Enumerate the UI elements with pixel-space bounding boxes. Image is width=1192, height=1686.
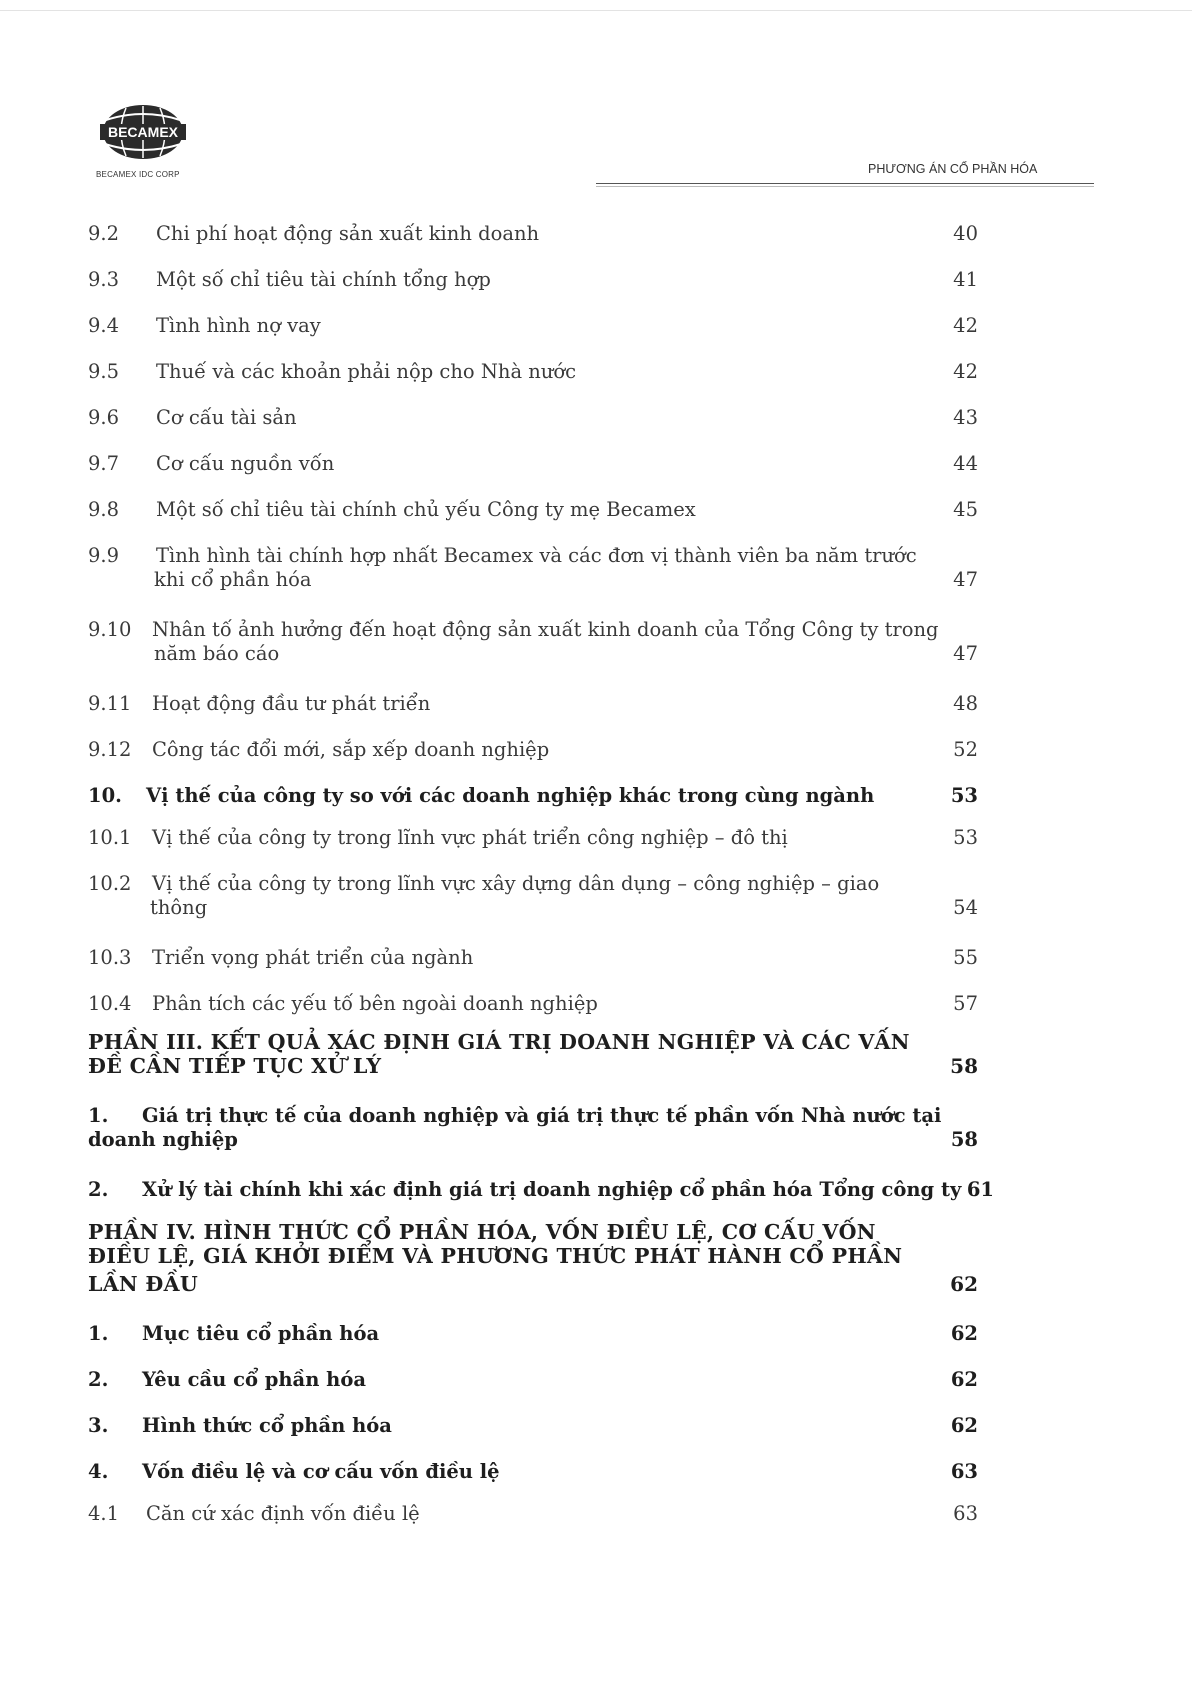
toc-entry-9-3[interactable] (88, 264, 978, 310)
header-divider (596, 183, 1094, 184)
toc-title: Hình thức cổ phần hóa (142, 1414, 392, 1437)
toc-number: 10.2 (88, 872, 132, 895)
toc-number: 9.5 (88, 360, 120, 383)
toc-title: Mục tiêu cổ phần hóa (142, 1322, 380, 1345)
toc-page: 40 (953, 222, 978, 245)
toc-page: 62 (950, 1322, 978, 1345)
toc-title-continued: khi cổ phần hóa (154, 568, 312, 591)
toc-entry-9-5[interactable] (88, 356, 978, 402)
toc-title: Cơ cấu tài sản (156, 406, 297, 429)
toc-number: 9.9 (88, 544, 120, 567)
toc-entry-4-4[interactable] (88, 1456, 978, 1498)
logo-subtitle: BECAMEX IDC CORP (96, 170, 180, 179)
toc-title: Vị thế của công ty trong lĩnh vực phát triển công nghiệp – đô thị (152, 826, 788, 849)
toc-part-title: PHẦN III. KẾT QUẢ XÁC ĐỊNH GIÁ TRỊ DOANH NGHIỆP VÀ CÁC VẤN (88, 1030, 910, 1054)
toc-entry-9-10[interactable] (88, 614, 978, 688)
toc-entry-9-7[interactable] (88, 448, 978, 494)
toc-entry-4-2[interactable] (88, 1364, 978, 1410)
toc-title-continued: năm báo cáo (154, 642, 280, 665)
toc-page: 62 (950, 1414, 978, 1437)
toc-page: 53 (950, 784, 978, 807)
toc-number: 10.4 (88, 992, 132, 1015)
toc-page: 61 (966, 1178, 994, 1201)
toc-number: 9.2 (88, 222, 120, 245)
toc-page: 58 (950, 1128, 978, 1151)
toc-page: 57 (953, 992, 978, 1015)
toc-page: 48 (953, 692, 978, 715)
toc-page: 41 (953, 268, 978, 291)
toc-entry-9-12[interactable] (88, 734, 978, 780)
toc-page: 42 (953, 360, 978, 383)
toc-page: 52 (953, 738, 978, 761)
header-divider-secondary (596, 186, 1094, 187)
toc-number: 9.11 (88, 692, 132, 715)
toc-title: Xử lý tài chính khi xác định giá trị doanh nghiệp cổ phần hóa Tổng công ty (142, 1178, 962, 1201)
toc-title-continued-2: LẦN ĐẦU (88, 1272, 198, 1296)
toc-page: 43 (953, 406, 978, 429)
toc-page: 53 (953, 826, 978, 849)
toc-entry-10[interactable] (88, 780, 978, 822)
toc-entry-4-3[interactable] (88, 1410, 978, 1456)
toc-page: 62 (950, 1368, 978, 1391)
scan-edge-line (0, 10, 1192, 11)
toc-page: 63 (950, 1460, 978, 1483)
toc-number: 9.3 (88, 268, 120, 291)
toc-number: 9.10 (88, 618, 132, 641)
toc-entry-10-1[interactable] (88, 822, 978, 868)
toc-entry-9-6[interactable] (88, 402, 978, 448)
toc-title: Hoạt động đầu tư phát triển (152, 692, 431, 715)
toc-number: 10. (88, 784, 122, 807)
toc-title: Phân tích các yếu tố bên ngoài doanh nghiệp (152, 992, 598, 1015)
toc-title: Tình hình nợ vay (156, 314, 321, 337)
toc-title: Một số chỉ tiêu tài chính chủ yếu Công ty mẹ Becamex (156, 498, 696, 521)
toc-title: Căn cứ xác định vốn điều lệ (146, 1502, 420, 1525)
logo-text: BECAMEX (107, 124, 179, 140)
toc-entry-3-1[interactable] (88, 1100, 978, 1174)
toc-title: Tình hình tài chính hợp nhất Becamex và các đơn vị thành viên ba năm trước (156, 544, 917, 567)
toc-title-continued: ĐỀ CẦN TIẾP TỤC XỬ LÝ (88, 1054, 382, 1078)
toc-number: 10.3 (88, 946, 132, 969)
toc-page: 42 (953, 314, 978, 337)
toc-number: 9.8 (88, 498, 120, 521)
toc-title-continued: ĐIỀU LỆ, GIÁ KHỞI ĐIỂM VÀ PHƯƠNG THỨC PHÁT HÀNH CỔ PHẦN (88, 1244, 903, 1268)
toc-title: Một số chỉ tiêu tài chính tổng hợp (156, 268, 491, 291)
toc-page: 63 (953, 1502, 978, 1525)
toc-entry-4-4-1[interactable] (88, 1498, 978, 1544)
toc-page: 47 (953, 568, 978, 591)
toc-page: 54 (953, 896, 978, 919)
toc-entry-10-3[interactable] (88, 942, 978, 988)
toc-page: 55 (953, 946, 978, 969)
toc-title: Chi phí hoạt động sản xuất kinh doanh (156, 222, 540, 245)
toc-title: Yêu cầu cổ phần hóa (142, 1368, 366, 1391)
toc-entry-10-4[interactable] (88, 988, 978, 1026)
toc-entry-part-4[interactable] (88, 1216, 978, 1318)
toc-entry-9-11[interactable] (88, 688, 978, 734)
document-title: PHƯƠNG ÁN CỔ PHẦN HÓA (868, 162, 1038, 176)
toc-title: Vị thế của công ty trong lĩnh vực xây dựng dân dụng – công nghiệp – giao (152, 872, 880, 895)
toc-number: 2. (88, 1368, 109, 1391)
toc-title: Vốn điều lệ và cơ cấu vốn điều lệ (142, 1460, 500, 1483)
toc-title-continued: doanh nghiệp (88, 1128, 238, 1151)
toc-entry-9-8[interactable] (88, 494, 978, 540)
toc-number: 3. (88, 1414, 109, 1437)
toc-title: Thuế và các khoản phải nộp cho Nhà nước (156, 360, 577, 383)
toc-number: 9.4 (88, 314, 120, 337)
toc-title: Nhân tố ảnh hưởng đến hoạt động sản xuất kinh doanh của Tổng Công ty trong (152, 618, 939, 641)
toc-entry-3-2[interactable] (88, 1174, 994, 1216)
toc-title: Cơ cấu nguồn vốn (156, 452, 335, 475)
table-of-contents (88, 218, 994, 1544)
toc-page: 45 (953, 498, 978, 521)
toc-number: 1. (88, 1322, 109, 1345)
toc-title: Vị thế của công ty so với các doanh nghiệp khác trong cùng ngành (146, 784, 875, 807)
toc-page: 62 (950, 1272, 978, 1296)
toc-entry-part-3[interactable] (88, 1026, 978, 1100)
globe-logo-icon (96, 104, 206, 174)
toc-page: 47 (953, 642, 978, 665)
toc-title: Triển vọng phát triển của ngành (152, 946, 474, 969)
toc-page: 44 (953, 452, 978, 475)
toc-number: 2. (88, 1178, 109, 1201)
toc-entry-9-2[interactable] (88, 218, 978, 264)
toc-title: Giá trị thực tế của doanh nghiệp và giá trị thực tế phần vốn Nhà nước tại (142, 1104, 942, 1127)
toc-number: 10.1 (88, 826, 132, 849)
toc-number: 9.6 (88, 406, 120, 429)
toc-part-title: PHẦN IV. HÌNH THỨC CỔ PHẦN HÓA, VỐN ĐIỀU LỆ, CƠ CẤU VỐN (88, 1220, 876, 1244)
toc-number: 9.7 (88, 452, 120, 475)
toc-title-continued: thông (150, 896, 208, 919)
toc-entry-9-9[interactable] (88, 540, 978, 614)
toc-entry-9-4[interactable] (88, 310, 978, 356)
toc-number: 4.1 (88, 1502, 120, 1525)
toc-title: Công tác đổi mới, sắp xếp doanh nghiệp (152, 738, 550, 761)
toc-page: 58 (950, 1054, 978, 1078)
toc-number: 4. (88, 1460, 109, 1483)
toc-number: 9.12 (88, 738, 132, 761)
toc-entry-4-1[interactable] (88, 1318, 978, 1364)
toc-number: 1. (88, 1104, 109, 1127)
toc-entry-10-2[interactable] (88, 868, 978, 942)
